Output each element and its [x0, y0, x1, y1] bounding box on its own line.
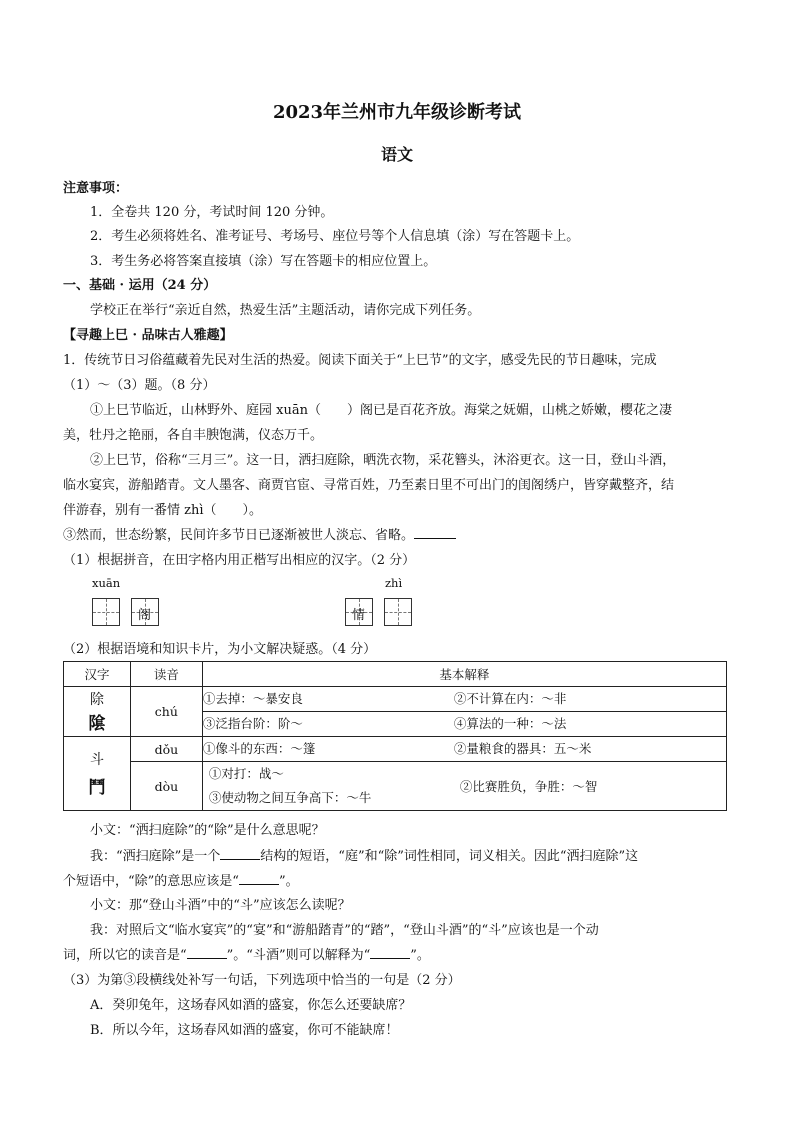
subquestion-3: （3）为第③段横线处补写一句话，下列选项中恰当的一句是（2 分） — [63, 973, 461, 988]
definition-group — [202, 762, 454, 811]
definition: ②量粮食的器具：五～米 — [454, 737, 727, 762]
paragraph-2-cont: 伴游春，别有一番情 zhì（ ）。 — [63, 503, 263, 518]
pinyin-label: xuān — [92, 576, 121, 590]
subquestion-1: （1）根据拼音，在田字格内用正楷写出相应的汉字。（2 分） — [63, 553, 416, 568]
dialogue-text: ”。 — [410, 948, 430, 963]
subquestion-2: （2）根据语境和知识卡片，为小文解决疑惑。（4 分） — [63, 642, 377, 657]
definition: ①去掉：～暴安良 — [202, 687, 454, 712]
reading-chu: chú — [130, 687, 202, 737]
answer-blank[interactable] — [370, 946, 410, 959]
dialogue-line: 我：对照后文“临水宴宾”的“宴”和“游船踏青”的“踏”，“登山斗酒”的“斗”应该也是一个动 — [90, 923, 599, 938]
dialogue-text: 结构的短语，“庭”和“除”词性相同，词义相关。因此“洒扫庭除”这 — [260, 849, 639, 864]
dialogue-line: 小文：那“登山斗酒”中的“斗”应该怎么读呢？ — [90, 898, 351, 913]
paragraph-1: ①上巳节临近，山林野外、庭园 xuān（ ）阁已是百花齐放。海棠之妩媚，山桃之娇嫩，樱花之凄 — [90, 403, 672, 418]
dialogue-text: ”。 — [278, 874, 299, 889]
table-header: 基本解释 — [202, 662, 726, 687]
paragraph-3-text: ③然而，世态纷繁，民间许多节日已逐渐被世人淡忘、省略。 — [63, 528, 415, 543]
definition: ①对打：战～ — [208, 766, 284, 781]
option-b[interactable]: B．所以今年，这场春风如酒的盛宴，你可不能缺席！ — [90, 1023, 399, 1038]
section-intro: 学校正在举行“亲近自然，热爱生活”主题活动，请你完成下列任务。 — [90, 303, 481, 318]
definition: ①像斗的东西：～篷 — [202, 737, 454, 762]
definition: ②不计算在内：～非 — [454, 687, 727, 712]
seal-char-dou: 鬥 — [88, 778, 106, 798]
paragraph-1-cont: 美，牡丹之艳丽，各自丰腴饱满，仪态万千。 — [63, 428, 324, 443]
reading-dou-1: dǒu — [130, 737, 202, 762]
dialogue-text: ”。“斗酒”则可以解释为“ — [226, 948, 371, 963]
table-char-cell — [64, 687, 131, 737]
definition: ④算法的一种：～法 — [454, 712, 727, 737]
table-header: 读音 — [130, 662, 202, 687]
paragraph-2: ②上巳节，俗称“三月三”。这一日，洒扫庭除，晒洗衣物，采花簪头，沐浴更衣。这一日，登山斗酒， — [90, 453, 676, 468]
option-a[interactable]: A．癸卯兔年，这场春风如酒的盛宴，你怎么还要缺席？ — [90, 998, 412, 1013]
paragraph-3 — [63, 524, 456, 543]
seal-char-chu: 隂 — [88, 714, 106, 734]
dialogue-text: 个短语中，“除”的意思应该是“ — [63, 874, 239, 889]
dialogue-text: 词，所以它的读音是“ — [63, 948, 187, 963]
dialogue-line — [63, 944, 430, 963]
note-item: 2．考生必须将姓名、准考证号、考场号、座位号等个人信息填（涂）写在答题卡上。 — [90, 229, 580, 244]
tian-grid-answer[interactable] — [384, 598, 412, 626]
answer-blank[interactable] — [239, 872, 279, 885]
answer-blank[interactable] — [187, 946, 227, 959]
table-header: 汉字 — [64, 662, 131, 687]
tian-grid-answer[interactable] — [92, 598, 120, 626]
subject-title: 语文 — [380, 145, 413, 164]
char-chu: 除 — [89, 692, 104, 708]
answer-blank[interactable] — [220, 847, 260, 860]
definition: ③泛指台阶：阶～ — [202, 712, 454, 737]
reading-dou-2: dòu — [130, 762, 202, 811]
char-dou: 斗 — [89, 752, 104, 768]
exam-title: 2023年兰州市九年级诊断考试 — [272, 102, 522, 123]
note-item: 3．考生务必将答案直接填（涂）写在答题卡的相应位置上。 — [90, 254, 437, 269]
paragraph-2-cont: 临水宴宾，游船踏青。文人墨客、商贾官宦、寻常百姓，乃至素日里不可出门的闺阁绣户，皆穿戴整齐，结 — [63, 478, 675, 493]
note-item: 1．全卷共 120 分，考试时间 120 分钟。 — [90, 205, 334, 220]
table-char-cell — [64, 737, 131, 811]
module-heading: 【寻趣上巳 · 品味古人雅趣】 — [63, 328, 233, 343]
printed-char: 情 — [352, 608, 366, 623]
question-1-stem-cont: （1）～（3）题。（8 分） — [63, 378, 216, 393]
dialogue-text: 我：“洒扫庭除”是一个 — [90, 849, 221, 864]
knowledge-card-table — [63, 661, 727, 811]
printed-char: 阁 — [138, 608, 152, 623]
definition: ③使动物之间互争高下：～牛 — [208, 790, 372, 805]
dialogue-line: 小文：“洒扫庭除”的“除”是什么意思呢？ — [90, 823, 325, 838]
definition: ②比赛胜负，争胜：～智 — [454, 762, 727, 811]
question-1-stem: 1．传统节日习俗蕴藏着先民对生活的热爱。阅读下面关于“上巳节”的文字，感受先民的节日趣味，完成 — [63, 353, 657, 368]
pinyin-label: zhì — [385, 576, 403, 590]
answer-blank[interactable] — [414, 526, 456, 539]
dialogue-line — [63, 870, 299, 889]
notes-heading: 注意事项： — [63, 181, 129, 196]
dialogue-line — [90, 845, 638, 864]
section-heading: 一、基础 · 运用（24 分） — [63, 278, 217, 293]
